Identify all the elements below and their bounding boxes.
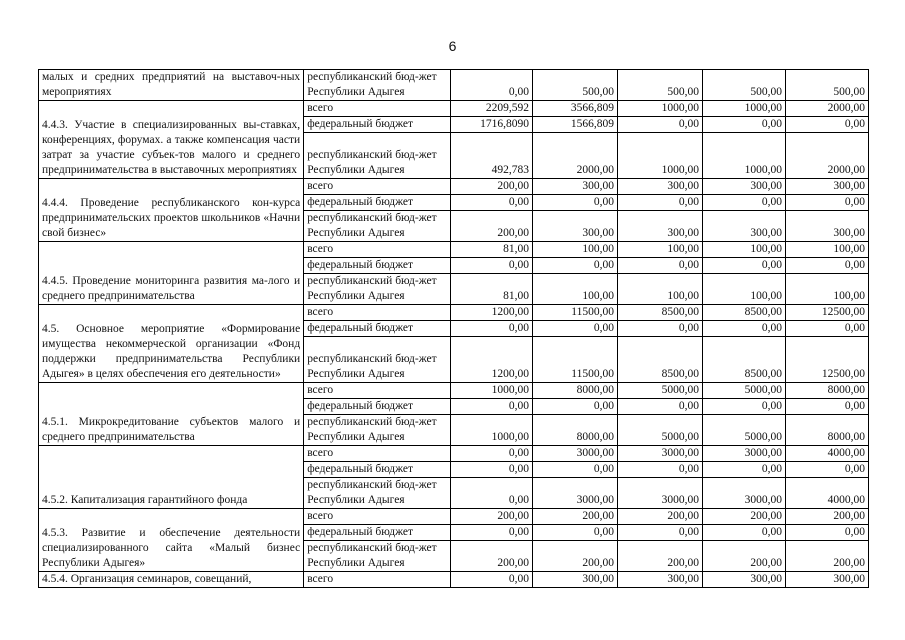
amount-cell: 0,00 <box>785 195 868 211</box>
amount-cell: 0,00 <box>532 258 617 274</box>
amount-cell: 300,00 <box>702 572 785 588</box>
amount-cell: 8000,00 <box>532 415 617 446</box>
table-row <box>39 509 869 525</box>
amount-cell: 0,00 <box>702 399 785 415</box>
amount-cell: 0,00 <box>702 525 785 541</box>
amount-cell: 3000,00 <box>702 446 785 462</box>
amount-cell: 1200,00 <box>450 337 532 383</box>
funding-source: федеральный бюджет <box>304 258 451 274</box>
amount-cell: 0,00 <box>785 462 868 478</box>
amount-cell: 100,00 <box>532 274 617 305</box>
table-row <box>39 572 869 588</box>
amount-cell: 0,00 <box>532 195 617 211</box>
funding-source: республиканский бюд-жет Республики Адыгея <box>304 541 451 572</box>
funding-source: республиканский бюд-жет Республики Адыгея <box>304 337 451 383</box>
amount-cell: 0,00 <box>785 117 868 133</box>
amount-cell: 2209,592 <box>450 101 532 117</box>
activity-description: 4.4.5. Проведение мониторинга развития ма-лого и среднего предпринимательства <box>39 242 304 305</box>
activity-description: 4.5.4. Организация семинаров, совещаний, <box>39 572 304 588</box>
amount-cell: 0,00 <box>702 195 785 211</box>
amount-cell: 0,00 <box>617 462 702 478</box>
funding-source: федеральный бюджет <box>304 462 451 478</box>
amount-cell: 0,00 <box>702 117 785 133</box>
table-row <box>39 70 869 101</box>
funding-source: республиканский бюд-жет Республики Адыгея <box>304 70 451 101</box>
table-row <box>39 101 869 117</box>
amount-cell: 12500,00 <box>785 337 868 383</box>
amount-cell: 500,00 <box>617 70 702 101</box>
amount-cell: 3000,00 <box>617 478 702 509</box>
funding-source: республиканский бюд-жет Республики Адыгея <box>304 133 451 179</box>
table-row <box>39 242 869 258</box>
amount-cell: 0,00 <box>702 258 785 274</box>
amount-cell: 0,00 <box>617 258 702 274</box>
amount-cell: 0,00 <box>532 399 617 415</box>
funding-source: федеральный бюджет <box>304 525 451 541</box>
amount-cell: 8500,00 <box>617 337 702 383</box>
amount-cell: 0,00 <box>450 399 532 415</box>
funding-source: всего <box>304 509 451 525</box>
amount-cell: 1566,809 <box>532 117 617 133</box>
page-number: 6 <box>448 38 457 54</box>
amount-cell: 200,00 <box>450 211 532 242</box>
amount-cell: 0,00 <box>450 258 532 274</box>
amount-cell: 1200,00 <box>450 305 532 321</box>
amount-cell: 1000,00 <box>617 133 702 179</box>
amount-cell: 0,00 <box>450 462 532 478</box>
amount-cell: 100,00 <box>532 242 617 258</box>
activity-description: малых и средних предприятий на выставоч-ных мероприятиях <box>39 70 304 101</box>
amount-cell: 200,00 <box>532 541 617 572</box>
amount-cell: 100,00 <box>702 274 785 305</box>
table-row <box>39 305 869 321</box>
activity-description: 4.5.2. Капитализация гарантийного фонда <box>39 446 304 509</box>
amount-cell: 200,00 <box>532 509 617 525</box>
amount-cell: 2000,00 <box>785 101 868 117</box>
amount-cell: 0,00 <box>450 572 532 588</box>
amount-cell: 3000,00 <box>532 446 617 462</box>
amount-cell: 4000,00 <box>785 446 868 462</box>
amount-cell: 0,00 <box>617 195 702 211</box>
funding-source: федеральный бюджет <box>304 117 451 133</box>
amount-cell: 0,00 <box>450 446 532 462</box>
amount-cell: 81,00 <box>450 242 532 258</box>
amount-cell: 4000,00 <box>785 478 868 509</box>
funding-source: республиканский бюд-жет Республики Адыгея <box>304 415 451 446</box>
amount-cell: 0,00 <box>702 462 785 478</box>
amount-cell: 200,00 <box>617 509 702 525</box>
amount-cell: 5000,00 <box>702 383 785 399</box>
amount-cell: 3000,00 <box>532 478 617 509</box>
amount-cell: 0,00 <box>532 525 617 541</box>
amount-cell: 3000,00 <box>702 478 785 509</box>
amount-cell: 200,00 <box>450 541 532 572</box>
amount-cell: 100,00 <box>702 242 785 258</box>
amount-cell: 200,00 <box>702 509 785 525</box>
funding-source: федеральный бюджет <box>304 321 451 337</box>
amount-cell: 5000,00 <box>702 415 785 446</box>
activity-description: 4.5.3. Развитие и обеспечение деятельности специализированного сайта «Малый бизнес Республики Адыгея» <box>39 509 304 572</box>
amount-cell: 0,00 <box>785 321 868 337</box>
amount-cell: 200,00 <box>450 509 532 525</box>
amount-cell: 0,00 <box>532 321 617 337</box>
amount-cell: 1716,8090 <box>450 117 532 133</box>
amount-cell: 0,00 <box>450 70 532 101</box>
funding-source: федеральный бюджет <box>304 399 451 415</box>
amount-cell: 0,00 <box>785 258 868 274</box>
amount-cell: 1000,00 <box>702 101 785 117</box>
budget-table-body <box>39 70 869 588</box>
activity-description: 4.5. Основное мероприятие «Формирование имущества некоммерческой организации «Фонд поддержки предпринимательства Республики Адыгея» в целях обеспечения его деятельности» <box>39 305 304 383</box>
amount-cell: 8500,00 <box>617 305 702 321</box>
amount-cell: 3566,809 <box>532 101 617 117</box>
funding-source: федеральный бюджет <box>304 195 451 211</box>
amount-cell: 300,00 <box>532 211 617 242</box>
amount-cell: 200,00 <box>450 179 532 195</box>
activity-description: 4.5.1. Микрокредитование субъектов малого и среднего предпринимательства <box>39 383 304 446</box>
amount-cell: 100,00 <box>785 242 868 258</box>
funding-source: республиканский бюд-жет Республики Адыгея <box>304 211 451 242</box>
amount-cell: 300,00 <box>617 572 702 588</box>
amount-cell: 0,00 <box>617 117 702 133</box>
amount-cell: 1000,00 <box>702 133 785 179</box>
amount-cell: 0,00 <box>785 525 868 541</box>
amount-cell: 8500,00 <box>702 337 785 383</box>
amount-cell: 5000,00 <box>617 415 702 446</box>
amount-cell: 8000,00 <box>785 415 868 446</box>
amount-cell: 0,00 <box>617 525 702 541</box>
amount-cell: 300,00 <box>532 572 617 588</box>
amount-cell: 0,00 <box>450 478 532 509</box>
amount-cell: 0,00 <box>617 399 702 415</box>
amount-cell: 3000,00 <box>617 446 702 462</box>
amount-cell: 11500,00 <box>532 337 617 383</box>
amount-cell: 200,00 <box>785 541 868 572</box>
funding-source: всего <box>304 305 451 321</box>
amount-cell: 300,00 <box>785 179 868 195</box>
amount-cell: 0,00 <box>617 321 702 337</box>
amount-cell: 0,00 <box>450 525 532 541</box>
amount-cell: 100,00 <box>617 274 702 305</box>
table-row <box>39 383 869 399</box>
amount-cell: 300,00 <box>785 211 868 242</box>
amount-cell: 5000,00 <box>617 383 702 399</box>
funding-source: всего <box>304 572 451 588</box>
funding-source: всего <box>304 242 451 258</box>
funding-source: республиканский бюд-жет Республики Адыгея <box>304 478 451 509</box>
funding-source: всего <box>304 101 451 117</box>
amount-cell: 8000,00 <box>785 383 868 399</box>
funding-source: всего <box>304 383 451 399</box>
amount-cell: 12500,00 <box>785 305 868 321</box>
amount-cell: 200,00 <box>785 509 868 525</box>
amount-cell: 81,00 <box>450 274 532 305</box>
amount-cell: 300,00 <box>617 211 702 242</box>
amount-cell: 2000,00 <box>785 133 868 179</box>
amount-cell: 1000,00 <box>450 415 532 446</box>
amount-cell: 1000,00 <box>617 101 702 117</box>
amount-cell: 300,00 <box>702 179 785 195</box>
amount-cell: 100,00 <box>785 274 868 305</box>
amount-cell: 0,00 <box>450 321 532 337</box>
amount-cell: 2000,00 <box>532 133 617 179</box>
amount-cell: 300,00 <box>785 572 868 588</box>
amount-cell: 100,00 <box>617 242 702 258</box>
amount-cell: 8000,00 <box>532 383 617 399</box>
budget-table <box>38 69 869 588</box>
funding-source: республиканский бюд-жет Республики Адыгея <box>304 274 451 305</box>
amount-cell: 0,00 <box>702 321 785 337</box>
activity-description: 4.4.4. Проведение республиканского кон-курса предпринимательских проектов школьников «Начни свой бизнес» <box>39 179 304 242</box>
amount-cell: 500,00 <box>785 70 868 101</box>
amount-cell: 500,00 <box>702 70 785 101</box>
amount-cell: 300,00 <box>532 179 617 195</box>
amount-cell: 300,00 <box>702 211 785 242</box>
amount-cell: 200,00 <box>617 541 702 572</box>
funding-source: всего <box>304 446 451 462</box>
amount-cell: 492,783 <box>450 133 532 179</box>
amount-cell: 0,00 <box>532 462 617 478</box>
activity-description: 4.4.3. Участие в специализированных вы-ставках, конференциях, форумах. а также компенсация части затрат за участие субъек-тов малого и среднего предпринимательства в выставочных мероприятиях <box>39 101 304 179</box>
amount-cell: 0,00 <box>785 399 868 415</box>
funding-source: всего <box>304 179 451 195</box>
amount-cell: 300,00 <box>617 179 702 195</box>
amount-cell: 200,00 <box>702 541 785 572</box>
amount-cell: 8500,00 <box>702 305 785 321</box>
table-row <box>39 446 869 462</box>
amount-cell: 0,00 <box>450 195 532 211</box>
amount-cell: 500,00 <box>532 70 617 101</box>
amount-cell: 1000,00 <box>450 383 532 399</box>
table-row <box>39 179 869 195</box>
amount-cell: 11500,00 <box>532 305 617 321</box>
